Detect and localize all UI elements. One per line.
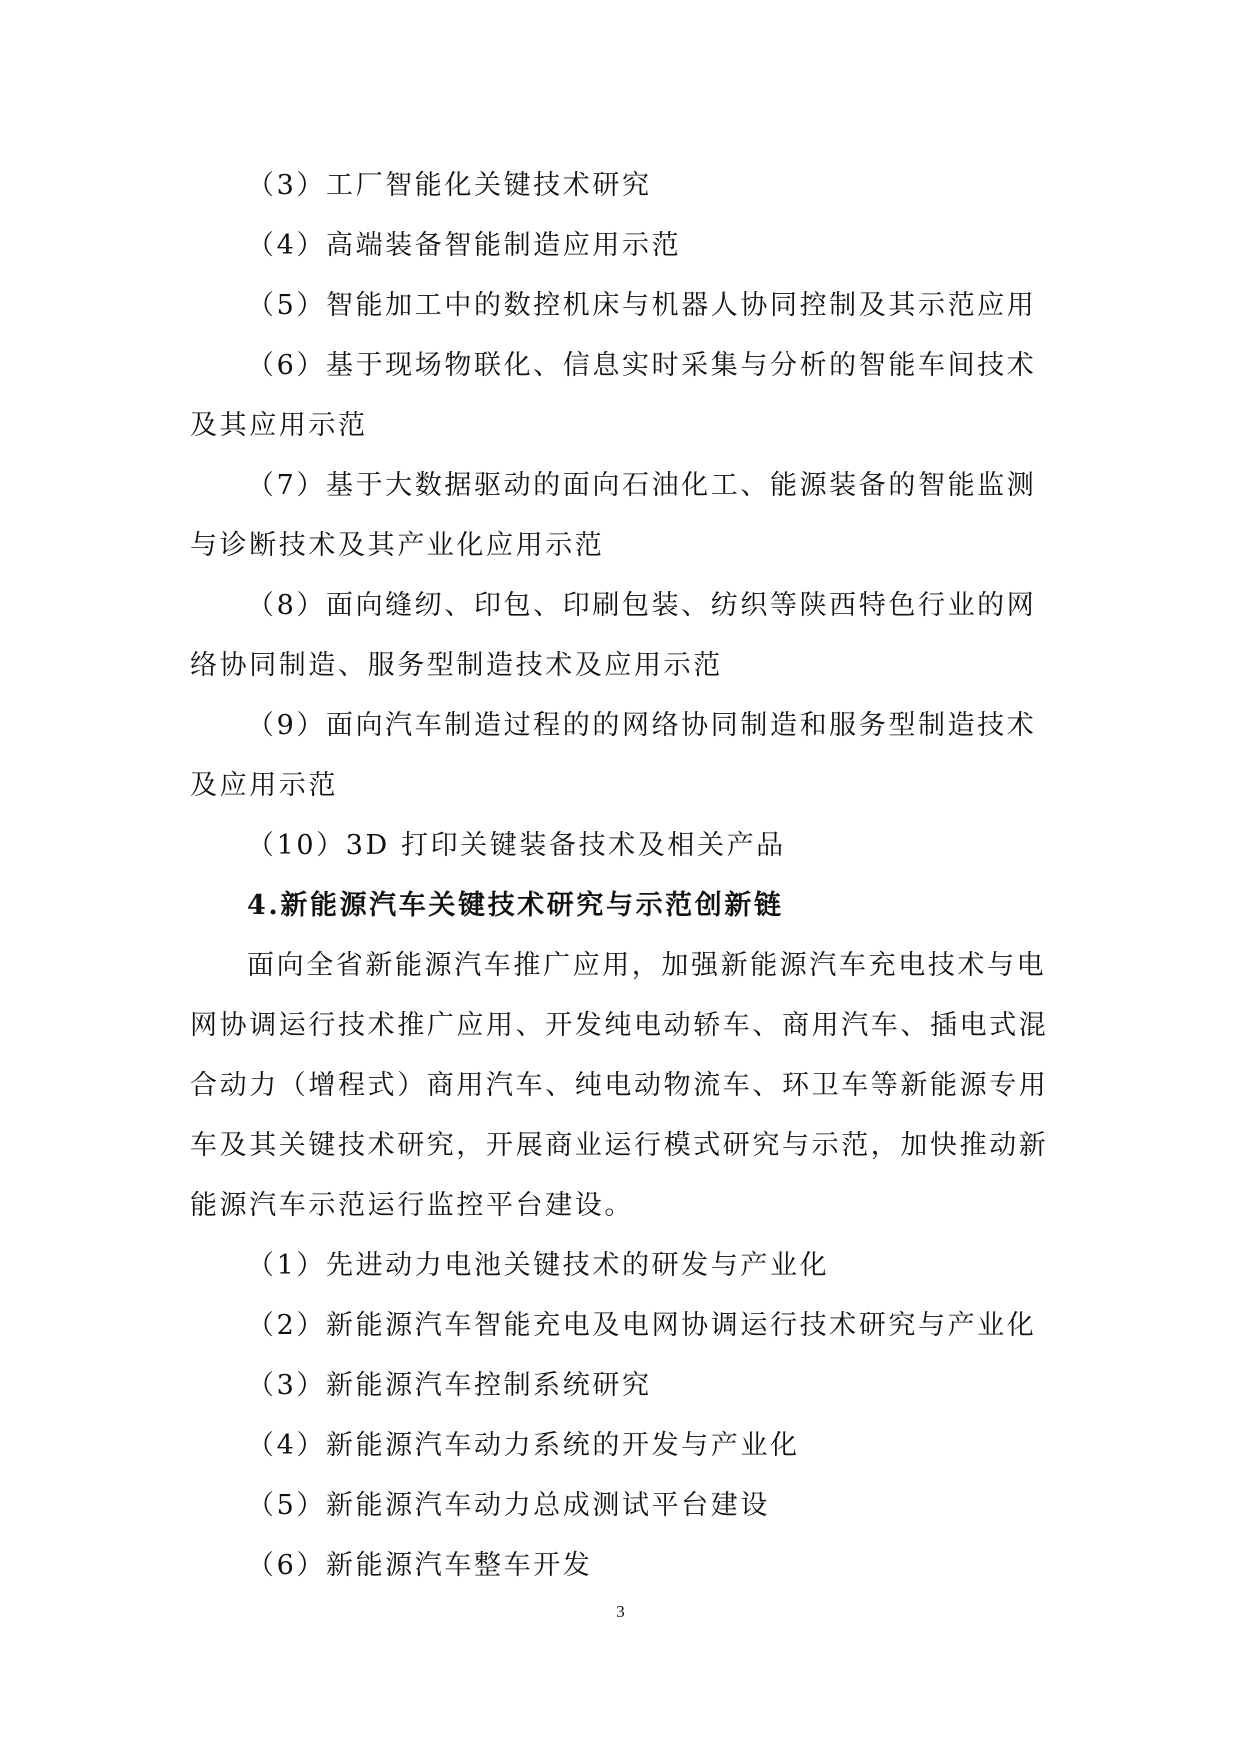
list-item: （7）基于大数据驱动的面向石油化工、能源装备的智能监测与诊断技术及其产业化应用示范 bbox=[190, 470, 1037, 561]
list-item: （4）新能源汽车动力系统的开发与产业化 bbox=[247, 1430, 800, 1461]
list-item: （4）高端装备智能制造应用示范 bbox=[247, 230, 682, 261]
document-body bbox=[190, 156, 1050, 1596]
page-number: 3 bbox=[616, 1602, 625, 1621]
list-item: （3）工厂智能化关键技术研究 bbox=[247, 170, 652, 201]
section-paragraph: 面向全省新能源汽车推广应用，加强新能源汽车充电技术与电网协调运行技术推广应用、开发纯电动轿车、商用汽车、插电式混合动力（增程式）商用汽车、纯电动物流车、环卫车等新能源专用车及其关键技术研究，开展商业运行模式研究与示范，加快推动新能源汽车示范运行监控平台建设。 bbox=[190, 950, 1049, 1221]
list-item: （8）面向缝纫、印包、印刷包装、纺织等陕西特色行业的网络协同制造、服务型制造技术及应用示范 bbox=[190, 590, 1037, 681]
list-item: （5）智能加工中的数控机床与机器人协同控制及其示范应用 bbox=[247, 290, 1037, 321]
section-heading: 4.新能源汽车关键技术研究与示范创新链 bbox=[247, 890, 784, 921]
list-item: （10）3D 打印关键装备技术及相关产品 bbox=[247, 830, 786, 861]
list-item: （9）面向汽车制造过程的的网络协同制造和服务型制造技术及应用示范 bbox=[190, 710, 1037, 801]
list-item: （3）新能源汽车控制系统研究 bbox=[247, 1370, 652, 1401]
list-item: （2）新能源汽车智能充电及电网协调运行技术研究与产业化 bbox=[247, 1310, 1037, 1341]
list-item: （6）基于现场物联化、信息实时采集与分析的智能车间技术及其应用示范 bbox=[190, 350, 1037, 441]
list-item: （5）新能源汽车动力总成测试平台建设 bbox=[247, 1490, 770, 1521]
list-item: （1）先进动力电池关键技术的研发与产业化 bbox=[247, 1250, 830, 1281]
list-item: （6）新能源汽车整车开发 bbox=[247, 1550, 593, 1581]
